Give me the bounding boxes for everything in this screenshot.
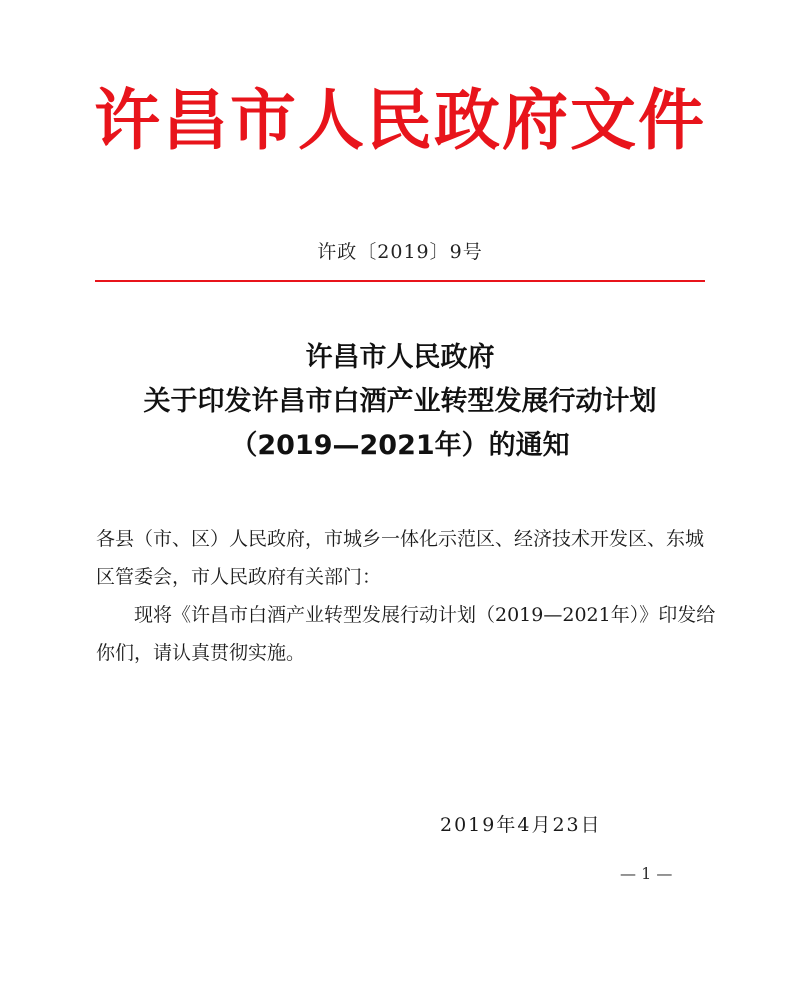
issue-date: 2019年4月23日 [440, 814, 602, 836]
body-paragraph: 现将《许昌市白酒产业转型发展行动计划（2019—2021年）》印发给你们，请认真贯彻实施。 [96, 604, 716, 664]
page-number: — 1 — [620, 864, 673, 883]
notice-body [96, 520, 716, 672]
notice-title [0, 336, 800, 468]
notice-title-line-2: 关于印发许昌市白酒产业转型发展行动计划 [143, 386, 657, 417]
notice-title-line-1: 许昌市人民政府 [305, 342, 495, 373]
addressee: 各县（市、区）人民政府，市城乡一体化示范区、经济技术开发区、东城区管委会，市人民政府有关部门： [96, 528, 705, 588]
masthead-title: 许昌市人民政府文件 [94, 82, 706, 159]
notice-title-line-3: （2019—2021年）的通知 [230, 430, 570, 461]
red-divider-line [95, 280, 705, 282]
document-number: 许政〔2019〕9号 [317, 241, 483, 263]
